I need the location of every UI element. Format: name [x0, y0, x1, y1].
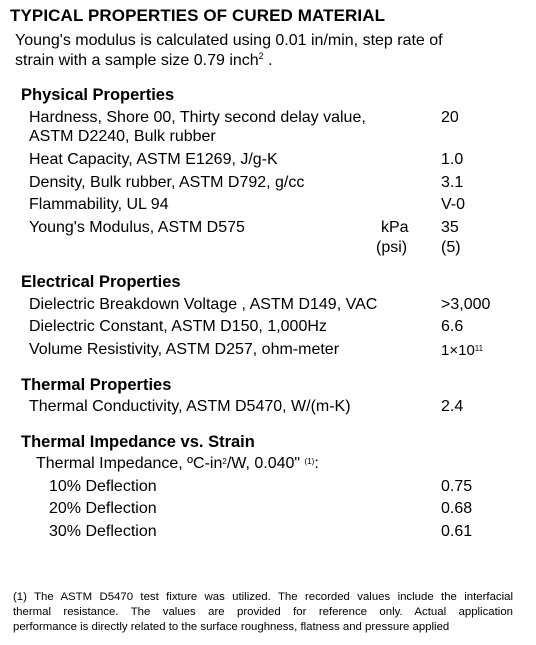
impedance-sub-a: Thermal Impedance, ºC-in — [36, 455, 223, 472]
hardness-label-line2: ASTM D2240, Bulk rubber — [29, 128, 216, 145]
heat-capacity-label: Heat Capacity, ASTM E1269, J/g-K — [29, 151, 278, 168]
flammability-value: V-0 — [441, 196, 466, 213]
impedance-sub-sup: 2 — [222, 457, 227, 466]
intro-line-2 — [15, 51, 273, 70]
physical-heading: Physical Properties — [21, 86, 175, 104]
thermal-conductivity-value: 2.4 — [441, 398, 464, 415]
youngs-modulus-value-psi: (5) — [441, 239, 461, 256]
deflection-label: 10% Deflection — [49, 478, 157, 495]
breakdown-value: >3,000 — [441, 296, 491, 313]
thermal-heading: Thermal Properties — [21, 376, 172, 394]
youngs-modulus-unit-psi: (psi) — [376, 239, 408, 256]
volume-resistivity-label: Volume Resistivity, ASTM D257, ohm-meter — [29, 341, 340, 358]
page-title: TYPICAL PROPERTIES OF CURED MATERIAL — [10, 6, 386, 25]
electrical-heading: Electrical Properties — [21, 273, 181, 291]
resistivity-base: 1×10 — [441, 342, 475, 359]
volume-resistivity-value — [441, 342, 483, 359]
breakdown-label: Dielectric Breakdown Voltage , ASTM D149, VAC — [29, 296, 378, 313]
hardness-label-line1: Hardness, Shore 00, Thirty second delay value, — [29, 109, 366, 126]
dielectric-constant-label: Dielectric Constant, ASTM D150, 1,000Hz — [29, 318, 327, 335]
footnote — [13, 590, 513, 635]
deflection-value: 0.68 — [441, 500, 473, 517]
impedance-heading: Thermal Impedance vs. Strain — [21, 433, 255, 451]
intro-superscript: 2 — [258, 51, 264, 61]
flammability-label: Flammability, UL 94 — [29, 196, 169, 213]
footnote-line: thermal resistance. The values are provided for reference only. Actual application — [13, 606, 513, 618]
deflection-label: 20% Deflection — [49, 500, 157, 517]
density-value: 3.1 — [441, 174, 464, 191]
intro-end: . — [263, 52, 273, 69]
deflection-label: 30% Deflection — [49, 523, 157, 540]
hardness-value: 20 — [441, 109, 459, 126]
youngs-modulus-unit-kpa: kPa — [381, 219, 409, 236]
resistivity-exponent: 11 — [474, 344, 484, 353]
deflection-value: 0.61 — [441, 523, 473, 540]
footnote-marker: (1) — [304, 457, 315, 466]
footnote-line: performance is directly related to the surface roughness, flatness and pressure applied — [13, 621, 450, 633]
intro-text: strain with a sample size 0.79 inch — [15, 52, 259, 69]
impedance-sub-b: /W, 0.040" — [226, 455, 301, 472]
intro-line-1: Young's modulus is calculated using 0.01 in/min, step rate of — [15, 32, 443, 49]
deflection-value: 0.75 — [441, 478, 473, 495]
thermal-conductivity-label: Thermal Conductivity, ASTM D5470, W/(m-K) — [29, 398, 351, 415]
impedance-subheading — [36, 455, 319, 473]
dielectric-constant-value: 6.6 — [441, 318, 464, 335]
youngs-modulus-value-kpa: 35 — [441, 219, 459, 236]
youngs-modulus-label: Young's Modulus, ASTM D575 — [29, 219, 245, 236]
footnote-line: (1) The ASTM D5470 test fixture was utilized. The recorded values include the interfacial — [13, 591, 513, 603]
impedance-sub-colon: : — [314, 455, 319, 472]
density-label: Density, Bulk rubber, ASTM D792, g/cc — [29, 174, 305, 191]
heat-capacity-value: 1.0 — [441, 151, 464, 168]
